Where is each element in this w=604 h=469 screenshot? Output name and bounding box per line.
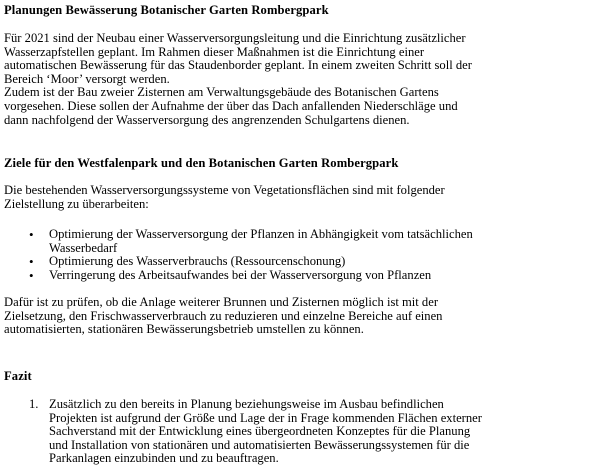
paragraph-ziele-intro [4,184,600,211]
goals-bullet-list [0,228,604,282]
section-title-ziele: Ziele für den Westfalenpark und den Botanischen Garten Rombergpark [4,156,399,170]
text-line: automatischen Bewässerung für das Staudenborder geplant. In einem zweiten Schritt soll der [4,58,472,73]
bullet-icon: • [29,267,34,283]
list-item [0,255,604,269]
list-item [0,228,604,255]
section-title-fazit: Fazit [4,369,32,383]
text-line: Bereich ‘Moor’ versorgt werden. [4,71,170,86]
text-line: Dafür ist zu prüfen, ob die Anlage weiterer Brunnen und Zisternen möglich ist mit der [4,295,439,309]
text-line: vorgesehen. Diese sollen der Aufnahme der über das Dach anfallenden Niederschläge und [4,98,458,113]
text-line: Zusätzlich zu den bereits in Planung beziehungsweise im Ausbau befindlichen [49,397,444,411]
text-line: Sachverstand mit der Entwicklung eines übergeordneten Konzeptes für die Planung [49,424,471,439]
list-number: 1. [29,397,39,411]
text-line: Optimierung der Wasserversorgung der Pflanzen in Abhängigkeit vom tatsächlichen [49,227,473,241]
text-line: Zudem ist der Bau zweier Zisternen am Verwaltungsgebäude des Botanischen Gartens [4,85,439,100]
text-line: Parkanlagen einzubinden und zu beauftragen. [49,451,279,466]
text-line: Für 2021 sind der Neubau einer Wasserversorgungsleitung und die Einrichtung zusätzlicher [4,31,466,45]
text-line: dann nachfolgend der Wasserversorgung des angrenzenden Schulgartens dienen. [4,112,410,127]
bullet-icon: • [29,254,34,270]
text-line: Zielsetzung, den Frischwasserverbrauch zu reduzieren und einzelne Bereiche auf einen [4,308,443,323]
numbered-item-text [49,398,482,466]
bullet-icon: • [29,227,34,242]
text-line: und Installation von stationären und automatisierten Bewässerungssystemen für die [49,437,470,452]
paragraph-planungen-neubau [4,32,600,127]
section-title-planungen: Planungen Bewässerung Botanischer Garten Rombergpark [4,3,329,17]
text-line: Projekten ist aufgrund der Größe und Lage der in Frage kommenden Flächen externer [49,410,482,425]
text-line: Zielstellung zu überarbeiten: [4,196,149,211]
text-line: Optimierung des Wasserverbrauchs (Ressourcenschonung) [49,254,346,269]
text-line: Wasserbedarf [49,240,118,255]
text-line: Wasserzapfstellen geplant. Im Rahmen dieser Maßnahmen ist die Einrichtung einer [4,44,425,59]
text-line: Die bestehenden Wasserversorgungssysteme von Vegetationsflächen sind mit folgender [4,183,445,197]
paragraph-ziele-outro [4,296,600,337]
text-line: Verringerung des Arbeitsaufwandes bei der Wasserversorgung von Pflanzen [49,267,432,282]
list-item [0,269,604,283]
text-line: automatisierten, stationären Bewässerungsbetrieb umstellen zu können. [4,322,364,337]
